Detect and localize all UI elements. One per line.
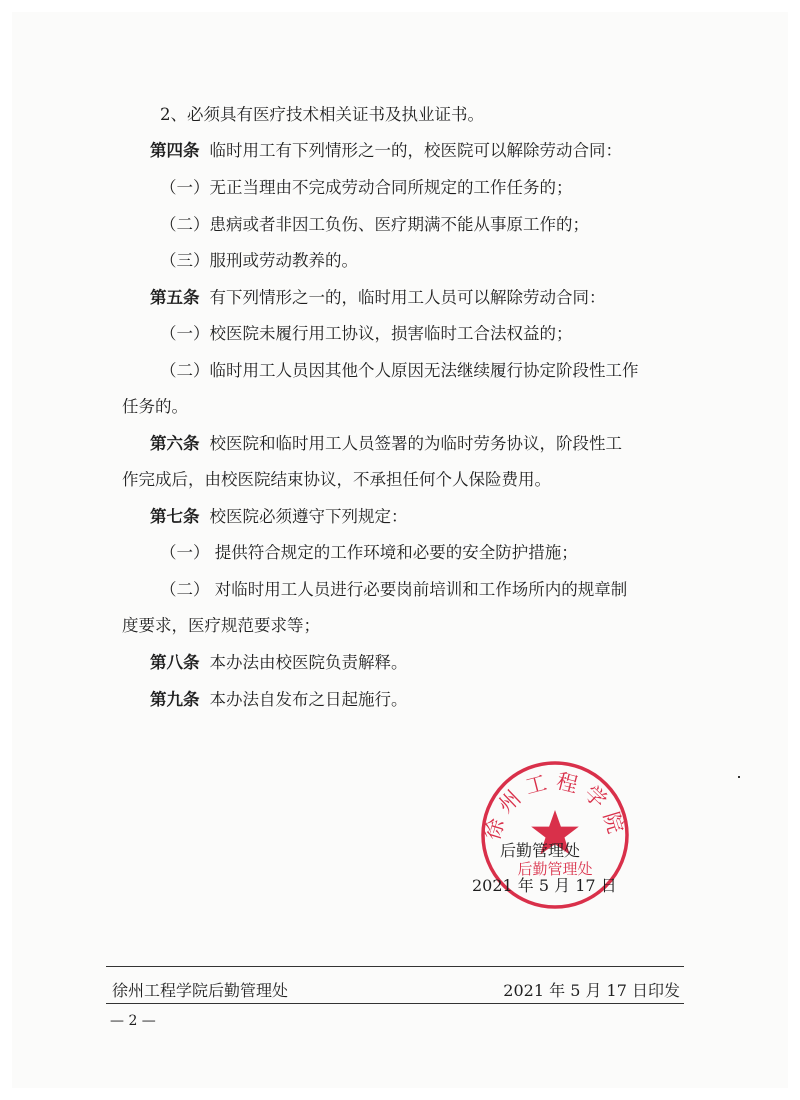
line-text: 2、必须具有医疗技术相关证书及执业证书。 xyxy=(160,105,484,124)
body-line xyxy=(150,288,606,308)
page-number: — 2 — xyxy=(110,1013,156,1029)
footer-top-rule xyxy=(106,966,684,967)
line-text: 度要求，医疗规范要求等； xyxy=(122,616,320,635)
seal-outer-text: 徐州工程学院 xyxy=(480,768,630,843)
article-number: 第六条 xyxy=(150,434,200,453)
body-line xyxy=(112,397,188,417)
article-number: 第五条 xyxy=(150,288,200,307)
line-text: 本办法自发布之日起施行。 xyxy=(209,690,408,709)
article-number: 第九条 xyxy=(150,690,200,709)
body-line xyxy=(150,543,578,563)
body-line xyxy=(150,141,622,161)
body-line xyxy=(112,616,320,636)
signature-date: 2021 年 5 月 17 日 xyxy=(472,876,617,895)
line-text: （二） 对临时用工人员进行必要岗前培训和工作场所内的规章制 xyxy=(160,580,628,599)
line-text: 作完成后，由校医院结束协议，不承担任何个人保险费用。 xyxy=(122,470,551,489)
line-text: 任务的。 xyxy=(122,397,188,416)
body-line xyxy=(150,690,408,710)
article-number: 第四条 xyxy=(150,141,200,160)
body-line xyxy=(150,580,627,600)
line-text: （二）患病或者非因工负伤、医疗期满不能从事原工作的； xyxy=(160,215,589,234)
article-number: 第八条 xyxy=(150,653,200,672)
body-line xyxy=(150,434,622,454)
body-line xyxy=(112,470,551,490)
line-text: （一）无正当理由不完成劳动合同所规定的工作任务的； xyxy=(160,178,573,197)
footer-bottom-rule xyxy=(106,1003,684,1004)
footer-issued-date: 2021 年 5 月 17 日印发 xyxy=(503,981,680,1000)
seal-inner-text: 后勤管理处 xyxy=(517,860,593,878)
line-text: （二）临时用工人员因其他个人原因无法继续履行协定阶段性工作 xyxy=(160,361,639,380)
line-text: 校医院必须遵守下列规定： xyxy=(209,507,408,526)
line-text: 有下列情形之一的，临时用工人员可以解除劳动合同： xyxy=(209,288,606,307)
body-line xyxy=(150,251,358,271)
body-line xyxy=(150,507,408,527)
body-line xyxy=(150,105,484,125)
body-line xyxy=(150,178,573,198)
line-text: 校医院和临时用工人员签署的为临时劳务协议，阶段性工 xyxy=(209,434,622,453)
footer-issuer: 徐州工程学院后勤管理处 xyxy=(112,981,289,1000)
body-line xyxy=(150,324,573,344)
body-line xyxy=(150,361,639,381)
line-text: 本办法由校医院负责解释。 xyxy=(209,653,408,672)
line-text: 临时用工有下列情形之一的，校医院可以解除劳动合同： xyxy=(209,141,622,160)
body-line xyxy=(150,215,589,235)
signature-department: 后勤管理处 xyxy=(500,841,581,860)
body-line xyxy=(150,653,408,673)
line-text: （一）校医院未履行用工协议，损害临时工合法权益的； xyxy=(160,324,573,343)
scan-speck xyxy=(738,776,740,778)
article-number: 第七条 xyxy=(150,507,200,526)
line-text: （三）服刑或劳动教养的。 xyxy=(160,251,358,270)
line-text: （一） 提供符合规定的工作环境和必要的安全防护措施； xyxy=(160,543,578,562)
